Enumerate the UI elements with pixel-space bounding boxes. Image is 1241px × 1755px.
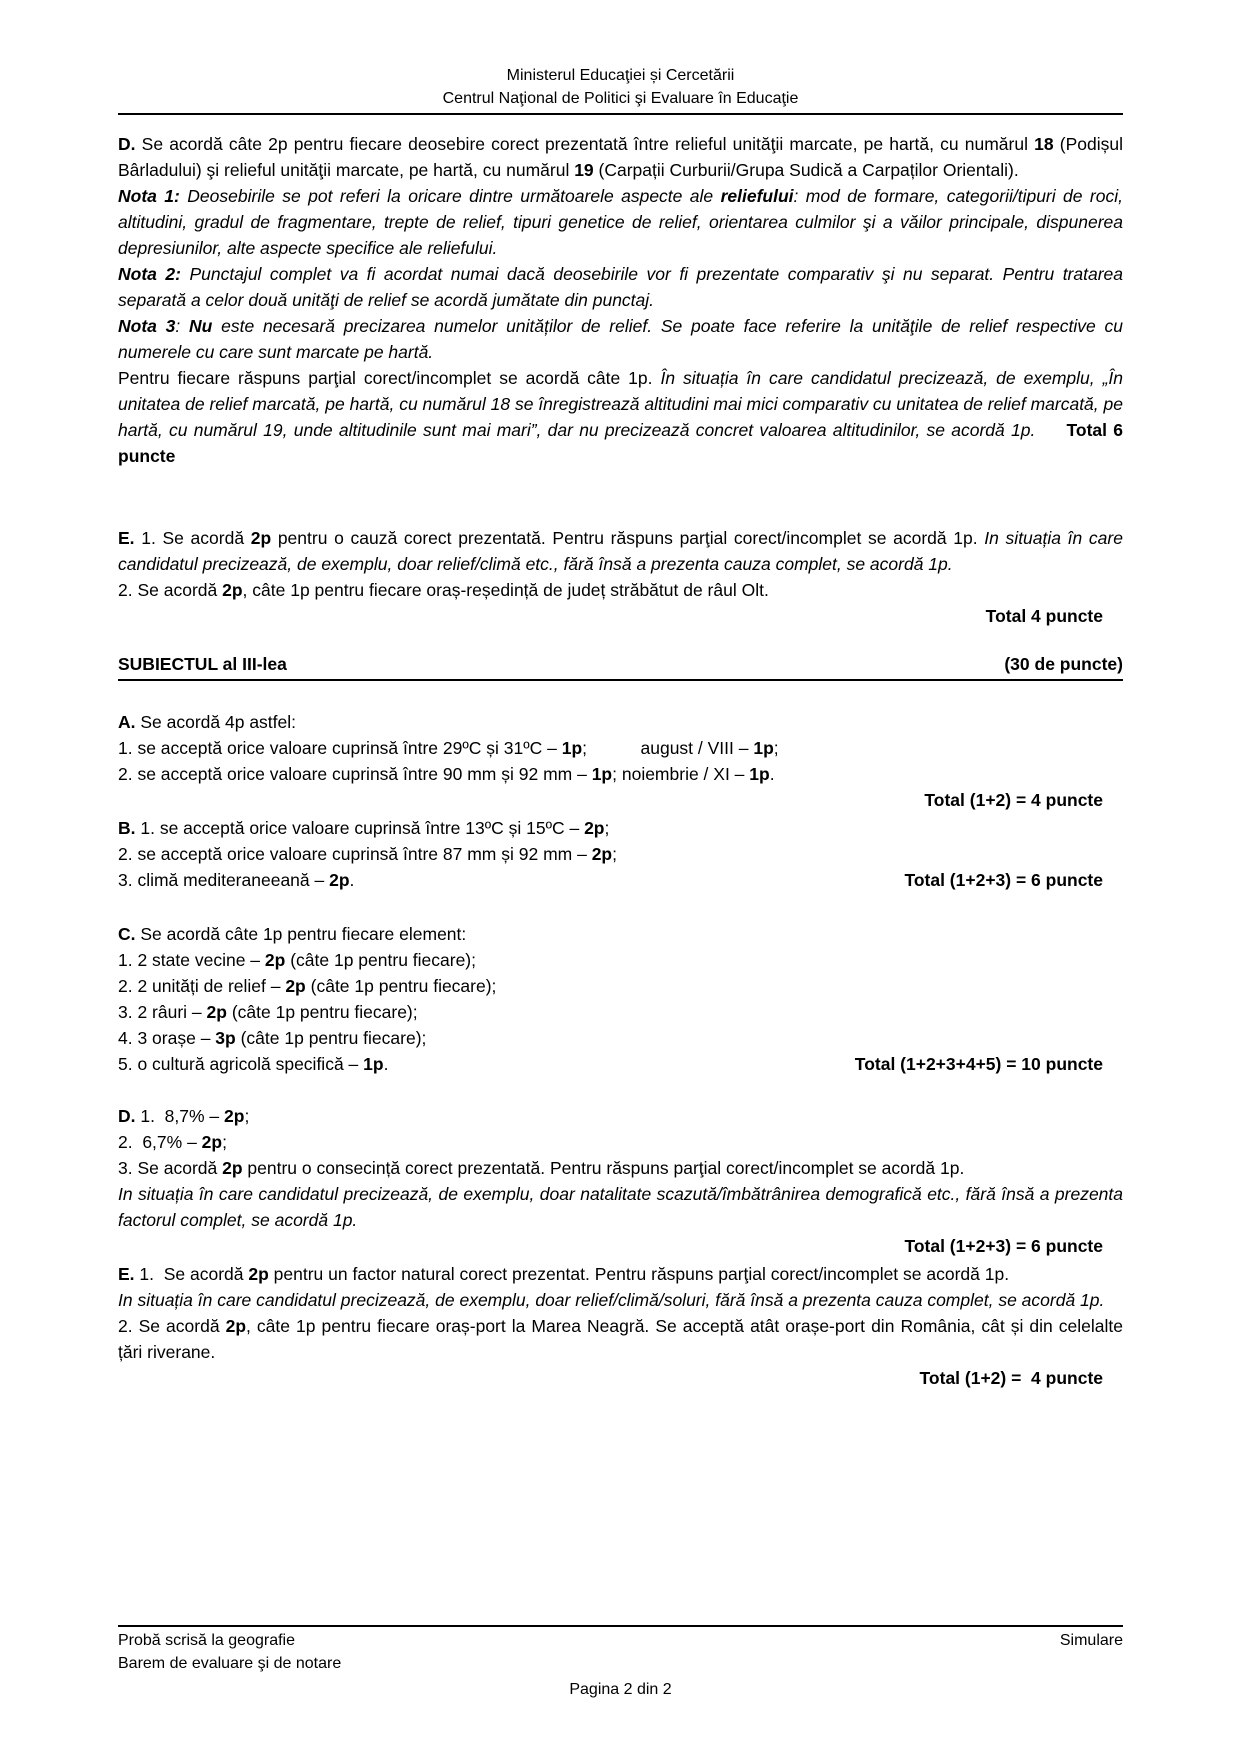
subject3-c-item5-row bbox=[118, 1051, 1123, 1077]
subject3-title: SUBIECTUL al III-lea bbox=[118, 654, 287, 674]
subject3-e-total: Total (1+2) = 4 puncte bbox=[919, 1368, 1103, 1388]
subject2-d-paragraph: D. Se acordă câte 2p pentru fiecare deosebire corect prezentată între relieful unităţii marcate, pe hartă, cu numărul 18 (Podișul Bârladului) şi relieful unităţii marcate, pe hartă, cu numărul 19 (Carpații Curburii/Grupa Sudică a Carpaților Orientali). bbox=[118, 134, 1123, 180]
subject2-e-item1: E. 1. Se acordă 2p pentru o cauză corect prezentată. Pentru răspuns parţial corect/incomplet se acordă 1p. In situația în care candidatul precizează, de exemplu, doar relief/climă etc., fără însă a prezenta cauza complet, se acordă 1p. bbox=[118, 528, 1123, 574]
subject3-heading bbox=[118, 651, 1123, 681]
subject3-e-note: In situația în care candidatul precizează, de exemplu, doar relief/climă/soluri, fără însă a prezenta cauza complet, se acordă 1p. bbox=[118, 1290, 1105, 1310]
header-rule bbox=[118, 113, 1123, 115]
page-footer bbox=[118, 1625, 1123, 1701]
footer-rule bbox=[118, 1625, 1123, 1627]
header-line-1: Ministerul Educaţiei și Cercetării bbox=[506, 67, 735, 84]
subject3-a-item2: 2. se acceptă orice valoare cuprinsă între 90 mm și 92 mm – 1p; noiembrie / XI – 1p. bbox=[118, 764, 775, 784]
subject2-d-nota1: Nota 1: Deosebirile se pot referi la oricare dintre următoarele aspecte ale reliefului: mod de formare, categorii/tipuri de roci, altitudini, gradul de fragmentare, trepte de relief, tipuri genetice de relief, orientarea culmilor şi a văilor principale, dispunerea depresiunilor, alte aspecte specifice ale reliefului. bbox=[118, 186, 1123, 258]
subject3-b-item2: 2. se acceptă orice valoare cuprinsă între 87 mm și 92 mm – 2p; bbox=[118, 844, 617, 864]
subject3-d-total: Total (1+2+3) = 6 puncte bbox=[904, 1236, 1103, 1256]
subject3-b-item3: 3. climă mediteraneeană – 2p. bbox=[118, 870, 355, 890]
subject2-d-nota3: Nota 3: Nu este necesară precizarea numelor unităților de relief. Se poate face referire la unităţile de relief respective cu numerele cu care sunt marcate pe hartă. bbox=[118, 316, 1123, 362]
page-header bbox=[118, 64, 1123, 110]
subject2-d-partial-scoring: Pentru fiecare răspuns parţial corect/incomplet se acordă câte 1p. În situația în care candidatul precizează, de exemplu, „În unitatea de relief marcată, pe hartă, cu numărul 18 se înregistrează altitudini mai mici comparativ cu unitatea de relief marcată, pe hartă, cu numărul 19, unde altitudinile sunt mai mari”, dar nu precizează concret valoarea altitudinilor, se acordă 1p. Total 6 puncte bbox=[118, 368, 1124, 466]
subject3-b-total: Total (1+2+3) = 6 puncte bbox=[904, 870, 1103, 890]
subject3-c-item1: 1. 2 state vecine – 2p (câte 1p pentru fiecare); bbox=[118, 950, 476, 970]
footer-page-number: Pagina 2 din 2 bbox=[569, 1681, 672, 1698]
subject3-c-item5: 5. o cultură agricolă specifică – 1p. bbox=[118, 1054, 389, 1074]
footer-doc-type: Barem de evaluare şi de notare bbox=[118, 1655, 342, 1672]
subject3-c-item2: 2. 2 unități de relief – 2p (câte 1p pentru fiecare); bbox=[118, 976, 497, 996]
subject3-a-item1: 1. se acceptă orice valoare cuprinsă între 29ºC și 31ºC – 1p; august / VIII – 1p; bbox=[118, 738, 779, 758]
subject3-points: (30 de puncte) bbox=[1004, 654, 1123, 674]
subject3-a-total: Total (1+2) = 4 puncte bbox=[924, 790, 1103, 810]
subject3-c-intro: C. Se acordă câte 1p pentru fiecare element: bbox=[118, 924, 467, 944]
header-line-2: Centrul Naţional de Politici şi Evaluare în Educaţie bbox=[442, 90, 799, 107]
subject3-d-item2: 2. 6,7% – 2p; bbox=[118, 1132, 227, 1152]
subject3-d-item3: 3. Se acordă 2p pentru o consecință corect prezentată. Pentru răspuns parţial corect/incomplet se acordă 1p. bbox=[118, 1158, 965, 1178]
subject3-a-intro: A. Se acordă 4p astfel: bbox=[118, 712, 297, 732]
subject3-b-item1: B. 1. se acceptă orice valoare cuprinsă între 13ºC și 15ºC – 2p; bbox=[118, 818, 610, 838]
subject3-e-item2: 2. Se acordă 2p, câte 1p pentru fiecare oraș-port la Marea Neagră. Se acceptă atât orașe-port din România, cât și din celelalte țări riverane. bbox=[118, 1316, 1123, 1362]
subject3-e-item1: E. 1. Se acordă 2p pentru un factor natural corect prezentat. Pentru răspuns parţial corect/incomplet se acordă 1p. bbox=[118, 1264, 1010, 1284]
subject3-d-item1: D. 1. 8,7% – 2p; bbox=[118, 1106, 250, 1126]
subject2-d-nota2: Nota 2: Punctajul complet va fi acordat numai dacă deosebirile vor fi prezentate comparativ şi nu separat. Pentru tratarea separată a celor două unităţi de relief se acordă jumătate din punctaj. bbox=[118, 264, 1124, 310]
subject3-c-item3: 3. 2 râuri – 2p (câte 1p pentru fiecare); bbox=[118, 1002, 418, 1022]
subject3-d-note: In situația în care candidatul precizează, de exemplu, doar natalitate scazută/îmbătrânirea demografică etc., fără însă a prezenta factorul complet, se acordă 1p. bbox=[118, 1184, 1123, 1230]
footer-exam-name: Probă scrisă la geografie bbox=[118, 1632, 295, 1649]
subject3-c-total: Total (1+2+3+4+5) = 10 puncte bbox=[854, 1054, 1103, 1074]
footer-row-1 bbox=[118, 1629, 1123, 1652]
footer-session-label: Simulare bbox=[1059, 1632, 1123, 1649]
subject2-e-total: Total 4 puncte bbox=[985, 606, 1103, 626]
subject2-e-item2: 2. Se acordă 2p, câte 1p pentru fiecare oraș-reședință de județ străbătut de râul Olt. bbox=[118, 580, 769, 600]
subject3-b-item3-row bbox=[118, 867, 1123, 893]
subject3-c-item4: 4. 3 orașe – 3p (câte 1p pentru fiecare); bbox=[118, 1028, 427, 1048]
